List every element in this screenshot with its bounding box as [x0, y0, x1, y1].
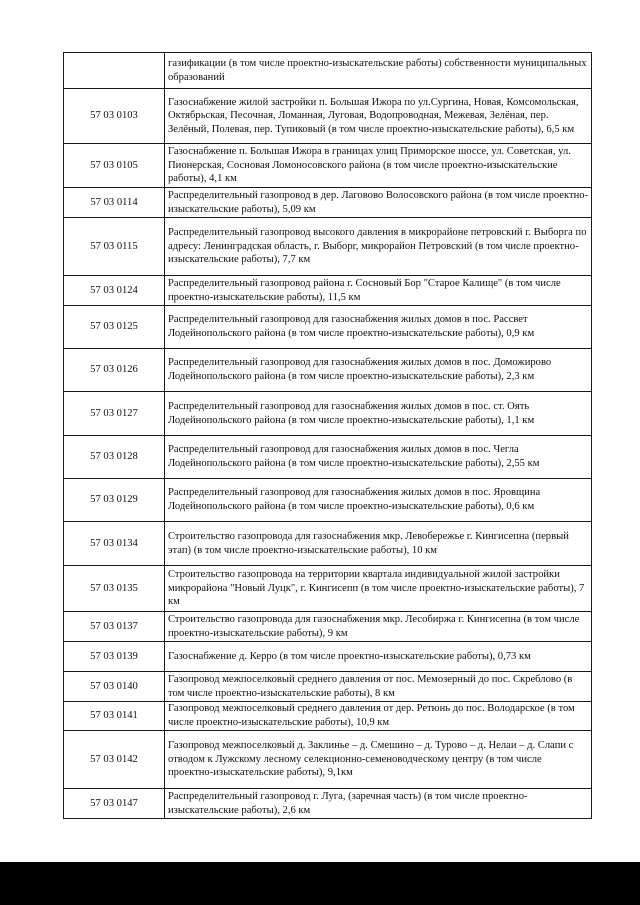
budget-code-cell: 57 03 0139: [64, 642, 165, 672]
budget-code-cell: 57 03 0129: [64, 479, 165, 522]
table-row: [64, 479, 592, 522]
budget-code-cell: 57 03 0128: [64, 436, 165, 479]
project-description-cell: Распределительный газопровод для газоснабжения жилых домов в пос. Доможирово Лодейнопольского района (в том числе проектно-изыскательские работы), 2,3 км: [165, 349, 592, 392]
budget-code-cell: 57 03 0105: [64, 144, 165, 188]
table-row: [64, 392, 592, 436]
budget-code-cell: 57 03 0135: [64, 566, 165, 612]
budget-code-cell: 57 03 0134: [64, 522, 165, 566]
table-row: [64, 144, 592, 188]
project-description-cell: Газопровод межпоселковый среднего давления от дер. Ретюнь до пос. Володарское (в том числе проектно-изыскательские работы), 10,9 км: [165, 702, 592, 731]
table-row: [64, 702, 592, 731]
budget-code-cell: 57 03 0103: [64, 89, 165, 144]
project-description-cell: газификации (в том числе проектно-изыскательские работы) собственности муниципальных образований: [165, 53, 592, 89]
budget-code-cell: [64, 53, 165, 89]
table-row: [64, 89, 592, 144]
table-row: [64, 276, 592, 306]
project-description-cell: Распределительный газопровод для газоснабжения жилых домов в пос. Рассвет Лодейнопольского района (в том числе проектно-изыскательские работы), 0,9 км: [165, 306, 592, 349]
table-row: [64, 789, 592, 819]
table-row: [64, 642, 592, 672]
project-description-cell: Распределительный газопровод высокого давления в микрорайоне петровский г. Выборга по адресу: Ленинградская область, г. Выборг, микрорайон Петровский (в том числе проектно-изыскательские работы), 7,7 км: [165, 218, 592, 276]
project-description-cell: Распределительный газопровод для газоснабжения жилых домов в пос. Чегла Лодейнопольского района (в том числе проектно-изыскательские работы), 2,55 км: [165, 436, 592, 479]
table-row: [64, 522, 592, 566]
table-row: [64, 566, 592, 612]
project-description-cell: Строительство газопровода для газоснабжения мкр. Лесобиржа г. Кингисепна (в том числе проектно-изыскательские работы), 9 км: [165, 612, 592, 642]
project-description-cell: Распределительный газопровод для газоснабжения жилых домов в пос. Яровщина Лодейнопольского района (в том числе проектно-изыскательские работы), 0,6 км: [165, 479, 592, 522]
table-row: [64, 612, 592, 642]
project-description-cell: Распределительный газопровод для газоснабжения жилых домов в пос. ст. Оять Лодейнопольского района (в том числе проектно-изыскательские работы), 1,1 км: [165, 392, 592, 436]
budget-code-cell: 57 03 0142: [64, 731, 165, 789]
budget-code-cell: 57 03 0125: [64, 306, 165, 349]
table-row: [64, 53, 592, 89]
budget-code-cell: 57 03 0114: [64, 188, 165, 218]
scan-bottom-border: [0, 862, 640, 905]
budget-code-cell: 57 03 0141: [64, 702, 165, 731]
budget-code-cell: 57 03 0127: [64, 392, 165, 436]
project-description-cell: Строительство газопровода для газоснабжения мкр. Левобережье г. Кингисепна (первый этап) (в том числе проектно-изыскательские работы), 10 км: [165, 522, 592, 566]
table-row: [64, 218, 592, 276]
gas-pipeline-table: [63, 52, 592, 819]
table-row: [64, 436, 592, 479]
budget-code-cell: 57 03 0137: [64, 612, 165, 642]
project-description-cell: Газоснабжение жилой застройки п. Большая Ижора по ул.Сургина, Новая, Комсомольская, Октябрьская, Песочная, Ломанная, Луговая, Водопроводная, Межевая, Зелёная, пер. Зелёный, Полевая, пер. Тупиковый (в том числе проектно-изыскательские работы), 6,5 км: [165, 89, 592, 144]
project-description-cell: Распределительный газопровод в дер. Лаговово Волосовского района (в том числе проектно-изыскательские работы), 5,09 км: [165, 188, 592, 218]
table-row: [64, 306, 592, 349]
project-description-cell: Строительство газопровода на территории квартала индивидуальной жилой застройки микрорайона "Новый Луцк", г. Кингисепп (в том числе проектно-изыскательские работы), 7 км: [165, 566, 592, 612]
budget-code-cell: 57 03 0126: [64, 349, 165, 392]
project-description-cell: Распределительный газопровод района г. Сосновый Бор "Старое Калище" (в том числе проектно-изыскательские работы), 11,5 км: [165, 276, 592, 306]
budget-code-cell: 57 03 0124: [64, 276, 165, 306]
budget-code-cell: 57 03 0147: [64, 789, 165, 819]
table-row: [64, 349, 592, 392]
table-row: [64, 672, 592, 702]
table-row: [64, 731, 592, 789]
project-description-cell: Газоснабжение п. Большая Ижора в границах улиц Приморское шоссе, ул. Советская, ул. Пионерская, Сосновая Ломоносовского района (в том числе проектно-изыскательские работы), 4,1 км: [165, 144, 592, 188]
budget-code-cell: 57 03 0115: [64, 218, 165, 276]
table-row: [64, 188, 592, 218]
project-description-cell: Газоснабжение д. Керро (в том числе проектно-изыскательские работы), 0,73 км: [165, 642, 592, 672]
budget-code-cell: 57 03 0140: [64, 672, 165, 702]
project-description-cell: Распределительный газопровод г. Луга, (заречная часть) (в том числе проектно-изыскательские работы), 2,6 км: [165, 789, 592, 819]
project-description-cell: Газопровод межпоселковый д. Заклинье – д. Смешино – д. Турово – д. Нелаи – д. Слапи с отводом к Лужскому лесному селекционно-семеноводческому центру (в том числе проектно-изыскательские работы), 9,1км: [165, 731, 592, 789]
project-description-cell: Газопровод межпоселковый среднего давления от пос. Мемозерный до пос. Скреблово (в том числе проектно-изыскательские работы), 8 км: [165, 672, 592, 702]
